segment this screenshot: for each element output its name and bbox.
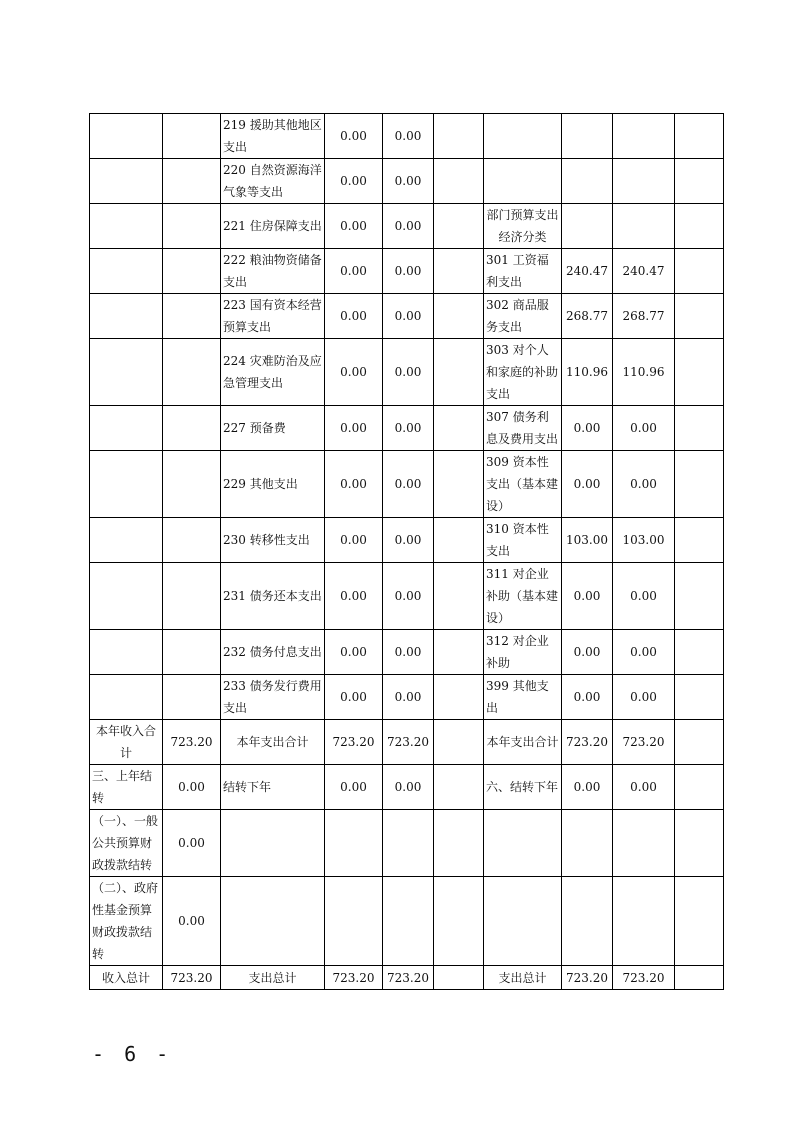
expense-total-general: 723.20	[383, 966, 434, 990]
empty-cell	[675, 563, 724, 630]
grand-total-row	[90, 966, 724, 990]
empty-cell	[163, 451, 221, 518]
empty-cell	[434, 249, 484, 294]
function-category-label: 227 预备费	[221, 406, 325, 451]
empty-cell	[90, 249, 163, 294]
empty-cell	[434, 877, 484, 966]
empty-cell	[434, 406, 484, 451]
function-category-label: 219 援助其他地区支出	[221, 114, 325, 159]
economic-category-label: 312 对企业补助	[484, 630, 562, 675]
annual-expense-general: 723.20	[383, 720, 434, 765]
empty-cell	[562, 810, 613, 877]
function-amount: 0.00	[325, 159, 383, 204]
empty-cell	[434, 966, 484, 990]
economic-amount-general: 0.00	[613, 630, 675, 675]
economic-category-label: 311 对企业补助（基本建设）	[484, 563, 562, 630]
economic-amount-general: 0.00	[613, 451, 675, 518]
economic-amount	[562, 159, 613, 204]
empty-cell	[163, 675, 221, 720]
economic-category-label: 309 资本性支出（基本建设）	[484, 451, 562, 518]
empty-cell	[675, 114, 724, 159]
empty-cell	[90, 518, 163, 563]
table-row	[90, 518, 724, 563]
empty-cell	[675, 451, 724, 518]
general-fund-value: 0.00	[163, 810, 221, 877]
empty-cell	[675, 765, 724, 810]
annual-total-row	[90, 720, 724, 765]
empty-cell	[90, 294, 163, 339]
function-amount-general: 0.00	[383, 294, 434, 339]
empty-cell	[90, 630, 163, 675]
function-amount-general: 0.00	[383, 563, 434, 630]
empty-cell	[484, 810, 562, 877]
empty-cell	[90, 563, 163, 630]
annual-expense-value: 723.20	[325, 720, 383, 765]
empty-cell	[434, 114, 484, 159]
function-amount: 0.00	[325, 204, 383, 249]
economic-amount-general: 268.77	[613, 294, 675, 339]
function-amount: 0.00	[325, 563, 383, 630]
empty-cell	[484, 877, 562, 966]
gov-fund-row	[90, 877, 724, 966]
function-category-label: 231 债务还本支出	[221, 563, 325, 630]
table-row	[90, 204, 724, 249]
table-row	[90, 675, 724, 720]
economic-category-label	[484, 159, 562, 204]
function-amount-general: 0.00	[383, 518, 434, 563]
economic-category-label: 303 对个人和家庭的补助支出	[484, 339, 562, 406]
empty-cell	[163, 114, 221, 159]
empty-cell	[90, 406, 163, 451]
empty-cell	[163, 249, 221, 294]
empty-cell	[562, 877, 613, 966]
next-year-value: 0.00	[325, 765, 383, 810]
empty-cell	[434, 563, 484, 630]
empty-cell	[434, 159, 484, 204]
empty-cell	[675, 630, 724, 675]
econ-next-year-value: 0.00	[562, 765, 613, 810]
function-amount-general: 0.00	[383, 204, 434, 249]
economic-category-label: 302 商品服务支出	[484, 294, 562, 339]
empty-cell	[434, 451, 484, 518]
table-row	[90, 406, 724, 451]
economic-category-label: 307 债务利息及费用支出	[484, 406, 562, 451]
empty-cell	[675, 720, 724, 765]
empty-cell	[434, 675, 484, 720]
empty-cell	[163, 204, 221, 249]
function-category-label: 223 国有资本经营预算支出	[221, 294, 325, 339]
function-amount-general: 0.00	[383, 406, 434, 451]
function-amount: 0.00	[325, 675, 383, 720]
function-amount-general: 0.00	[383, 114, 434, 159]
economic-amount-general: 0.00	[613, 563, 675, 630]
empty-cell	[163, 159, 221, 204]
expense-total-label: 支出总计	[221, 966, 325, 990]
function-category-label: 222 粮油物资储备支出	[221, 249, 325, 294]
econ-next-year-label: 六、结转下年	[484, 765, 562, 810]
economic-amount-general	[613, 204, 675, 249]
table-row	[90, 249, 724, 294]
empty-cell	[90, 675, 163, 720]
function-category-label: 229 其他支出	[221, 451, 325, 518]
carryover-value: 0.00	[163, 765, 221, 810]
annual-income-label: 本年收入合计	[90, 720, 163, 765]
annual-econ-label: 本年支出合计	[484, 720, 562, 765]
empty-cell	[434, 720, 484, 765]
table-row	[90, 451, 724, 518]
economic-amount: 0.00	[562, 563, 613, 630]
economic-amount-general: 103.00	[613, 518, 675, 563]
economic-amount-general: 0.00	[613, 406, 675, 451]
income-total-value: 723.20	[163, 966, 221, 990]
empty-cell	[675, 966, 724, 990]
empty-cell	[163, 406, 221, 451]
empty-cell	[90, 159, 163, 204]
economic-amount: 0.00	[562, 630, 613, 675]
function-category-label: 220 自然资源海洋气象等支出	[221, 159, 325, 204]
annual-econ-general: 723.20	[613, 720, 675, 765]
empty-cell	[434, 339, 484, 406]
econ-next-year-general: 0.00	[613, 765, 675, 810]
empty-cell	[325, 877, 383, 966]
annual-econ-value: 723.20	[562, 720, 613, 765]
carryover-label: 三、上年结转	[90, 765, 163, 810]
empty-cell	[675, 339, 724, 406]
function-amount: 0.00	[325, 406, 383, 451]
empty-cell	[163, 563, 221, 630]
table-row	[90, 294, 724, 339]
general-fund-row	[90, 810, 724, 877]
economic-amount-general: 110.96	[613, 339, 675, 406]
econ-total-value: 723.20	[562, 966, 613, 990]
function-amount: 0.00	[325, 630, 383, 675]
empty-cell	[675, 294, 724, 339]
gov-fund-value: 0.00	[163, 877, 221, 966]
function-amount-general: 0.00	[383, 339, 434, 406]
budget-table	[89, 113, 724, 990]
function-amount: 0.00	[325, 451, 383, 518]
function-amount: 0.00	[325, 294, 383, 339]
empty-cell	[90, 114, 163, 159]
empty-cell	[613, 877, 675, 966]
function-amount-general: 0.00	[383, 675, 434, 720]
table-row	[90, 563, 724, 630]
empty-cell	[434, 810, 484, 877]
empty-cell	[221, 877, 325, 966]
empty-cell	[675, 249, 724, 294]
economic-category-label: 301 工资福利支出	[484, 249, 562, 294]
empty-cell	[434, 204, 484, 249]
table-row	[90, 630, 724, 675]
gov-fund-label: （二）、政府性基金预算财政拨款结转	[90, 877, 163, 966]
next-year-label: 结转下年	[221, 765, 325, 810]
economic-amount	[562, 204, 613, 249]
empty-cell	[675, 518, 724, 563]
empty-cell	[325, 810, 383, 877]
annual-expense-label: 本年支出合计	[221, 720, 325, 765]
empty-cell	[675, 159, 724, 204]
function-category-label: 233 债务发行费用支出	[221, 675, 325, 720]
next-year-general: 0.00	[383, 765, 434, 810]
empty-cell	[613, 810, 675, 877]
economic-classification-header: 部门预算支出经济分类	[484, 204, 562, 249]
economic-amount-general: 240.47	[613, 249, 675, 294]
empty-cell	[383, 810, 434, 877]
econ-total-general: 723.20	[613, 966, 675, 990]
economic-amount: 103.00	[562, 518, 613, 563]
general-fund-label: （一）、一般公共预算财政拨款结转	[90, 810, 163, 877]
function-amount-general: 0.00	[383, 451, 434, 518]
economic-amount-general	[613, 159, 675, 204]
table-row	[90, 339, 724, 406]
table-row	[90, 159, 724, 204]
function-category-label: 230 转移性支出	[221, 518, 325, 563]
annual-income-value: 723.20	[163, 720, 221, 765]
empty-cell	[90, 204, 163, 249]
function-amount-general: 0.00	[383, 249, 434, 294]
economic-amount: 0.00	[562, 675, 613, 720]
empty-cell	[90, 451, 163, 518]
empty-cell	[675, 204, 724, 249]
function-amount-general: 0.00	[383, 159, 434, 204]
economic-amount-general	[613, 114, 675, 159]
economic-amount: 240.47	[562, 249, 613, 294]
function-amount: 0.00	[325, 114, 383, 159]
economic-amount	[562, 114, 613, 159]
empty-cell	[221, 810, 325, 877]
empty-cell	[383, 877, 434, 966]
empty-cell	[434, 294, 484, 339]
empty-cell	[675, 406, 724, 451]
income-total-label: 收入总计	[90, 966, 163, 990]
empty-cell	[163, 630, 221, 675]
function-category-label: 224 灾难防治及应急管理支出	[221, 339, 325, 406]
economic-amount: 0.00	[562, 451, 613, 518]
economic-amount: 0.00	[562, 406, 613, 451]
empty-cell	[675, 877, 724, 966]
function-amount-general: 0.00	[383, 630, 434, 675]
economic-amount: 268.77	[562, 294, 613, 339]
function-amount: 0.00	[325, 518, 383, 563]
economic-category-label: 399 其他支出	[484, 675, 562, 720]
empty-cell	[434, 765, 484, 810]
function-amount: 0.00	[325, 339, 383, 406]
economic-category-label	[484, 114, 562, 159]
empty-cell	[434, 518, 484, 563]
function-category-label: 232 债务付息支出	[221, 630, 325, 675]
empty-cell	[675, 675, 724, 720]
econ-total-label: 支出总计	[484, 966, 562, 990]
empty-cell	[163, 339, 221, 406]
economic-amount-general: 0.00	[613, 675, 675, 720]
carryover-row	[90, 765, 724, 810]
page-number: - 6 -	[92, 1042, 173, 1066]
table-row	[90, 114, 724, 159]
empty-cell	[675, 810, 724, 877]
empty-cell	[434, 630, 484, 675]
empty-cell	[90, 339, 163, 406]
empty-cell	[163, 518, 221, 563]
economic-category-label: 310 资本性支出	[484, 518, 562, 563]
expense-total-value: 723.20	[325, 966, 383, 990]
empty-cell	[163, 294, 221, 339]
function-category-label: 221 住房保障支出	[221, 204, 325, 249]
function-amount: 0.00	[325, 249, 383, 294]
economic-amount: 110.96	[562, 339, 613, 406]
